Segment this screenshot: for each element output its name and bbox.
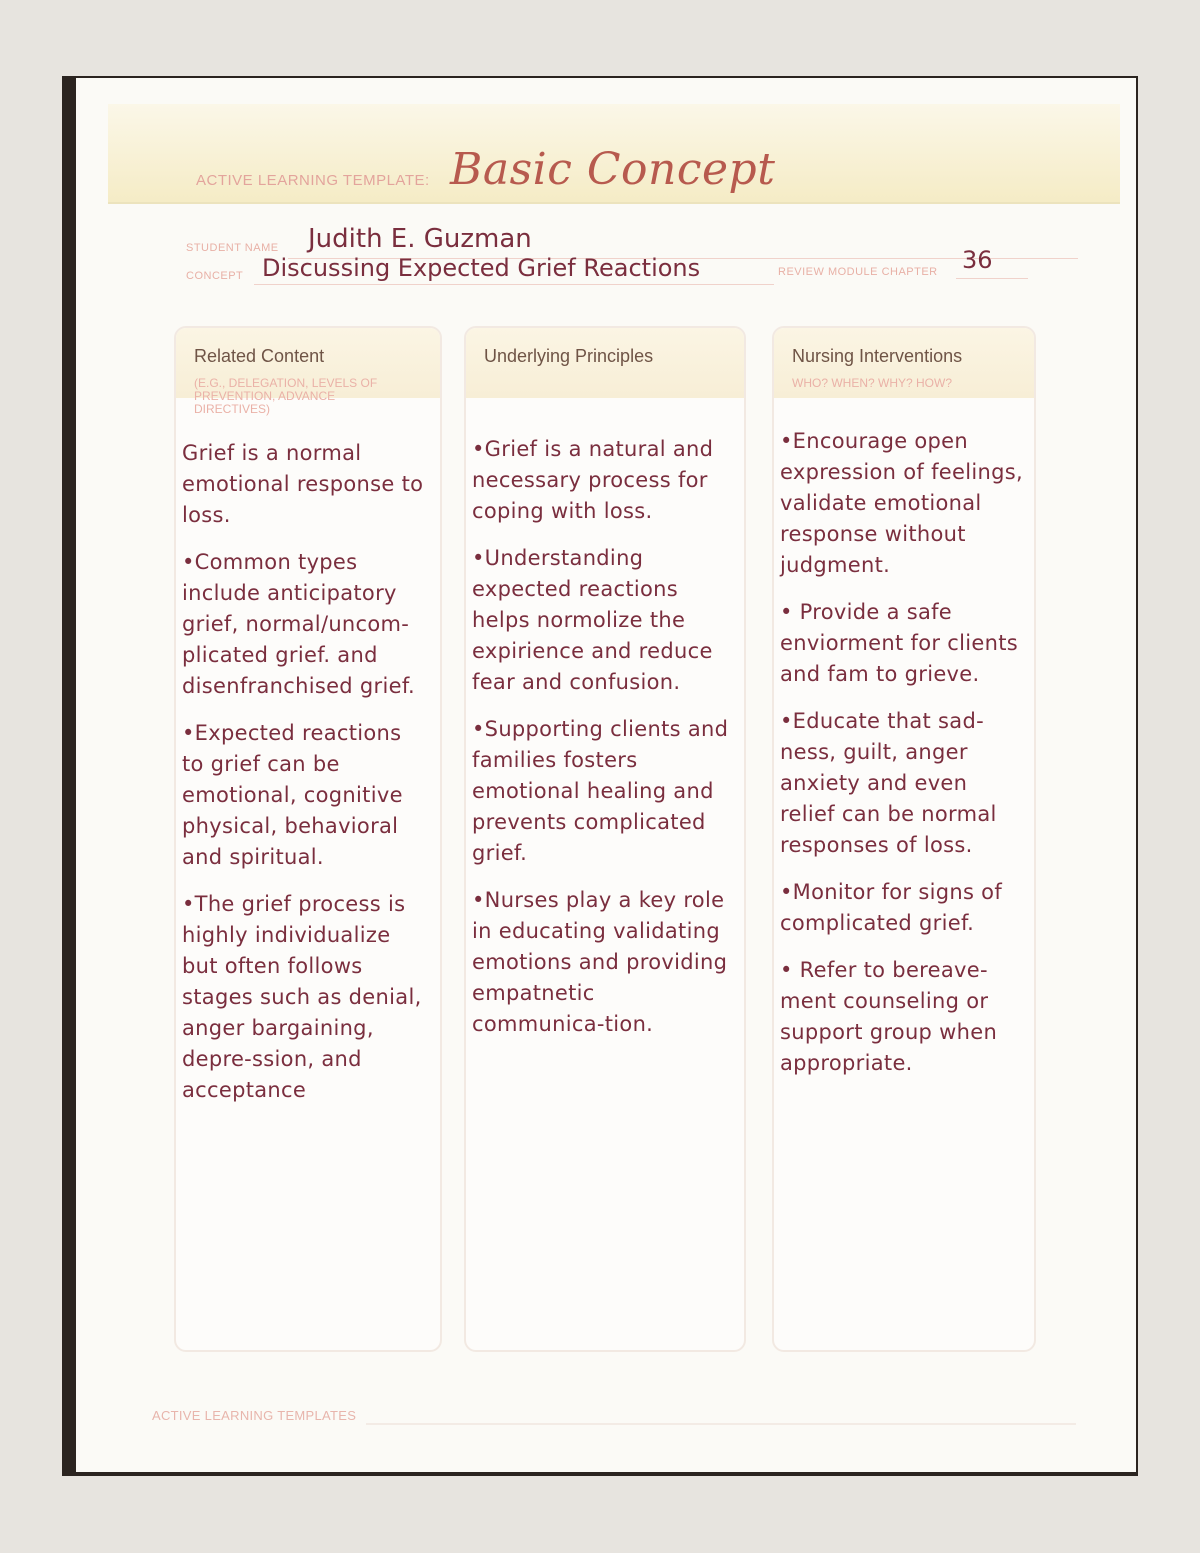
chapter-line <box>956 278 1028 279</box>
principle-entry: •Grief is a natural and necessary process for coping with loss. <box>472 437 714 523</box>
column-title: Underlying Principles <box>484 346 654 366</box>
column-header <box>774 328 1034 398</box>
concept-value: Discussing Expected Grief Reactions <box>262 254 701 282</box>
content-entry: •The grief process is highly individualize but often follows stages such as denial, anger bargaining, depre-ssion, and acceptance <box>182 892 422 1102</box>
concept-label: CONCEPT <box>186 270 244 282</box>
template-label: ACTIVE LEARNING TEMPLATE: <box>196 172 430 189</box>
column-title: Related Content <box>194 346 325 366</box>
intervention-entry: •Monitor for signs of complicated grief. <box>780 880 1003 935</box>
worksheet <box>76 78 1136 1472</box>
footer-line <box>366 1423 1076 1425</box>
review-module-chapter-value: 36 <box>962 246 993 274</box>
review-module-chapter-label: REVIEW MODULE CHAPTER <box>778 266 938 278</box>
content-entry: •Common types include anticipatory grief, normal/uncom-plicated grief. and disenfranchised grief. <box>182 550 415 698</box>
intervention-entry: • Provide a safe enviorment for clients and fam to grieve. <box>780 600 1018 686</box>
content-entry: •Expected reactions to grief can be emotional, cognitive physical, behavioral and spiritual. <box>182 721 403 869</box>
intervention-entry: •Educate that sad-ness, guilt, anger anxiety and even relief can be normal responses of loss. <box>780 709 997 857</box>
column-subtitle: (E.G., DELEGATION, LEVELS OF PREVENTION, ADVANCE DIRECTIVES) <box>194 376 378 416</box>
student-name-value: Judith E. Guzman <box>308 224 532 254</box>
column-nursing-interventions <box>772 326 1036 1352</box>
column-subtitle: WHO? WHEN? WHY? HOW? <box>792 376 953 390</box>
concept-line <box>254 284 774 285</box>
template-title: Basic Concept <box>450 144 776 195</box>
column-related-content <box>174 326 442 1352</box>
principle-entry: •Understanding expected reactions helps normolize the expirience and reduce fear and confusion. <box>472 546 713 694</box>
principle-entry: •Supporting clients and families fosters emotional healing and prevents complicated grief. <box>472 717 729 865</box>
column-header <box>176 328 440 416</box>
student-name-label: STUDENT NAME <box>186 242 279 254</box>
intervention-entry: •Encourage open expression of feelings, validate emotional response without judgment. <box>780 429 1023 577</box>
column-underlying-principles <box>464 326 746 1352</box>
content-entry: Grief is a normal emotional response to loss. <box>182 441 424 527</box>
intervention-entry: • Refer to bereave-ment counseling or support group when appropriate. <box>780 958 998 1075</box>
footer-label: ACTIVE LEARNING TEMPLATES <box>152 1408 357 1423</box>
principle-entry: •Nurses play a key role in educating validating emotions and providing empatnetic communica-tion. <box>472 888 728 1036</box>
column-header <box>466 328 744 398</box>
column-title: Nursing Interventions <box>792 346 963 366</box>
